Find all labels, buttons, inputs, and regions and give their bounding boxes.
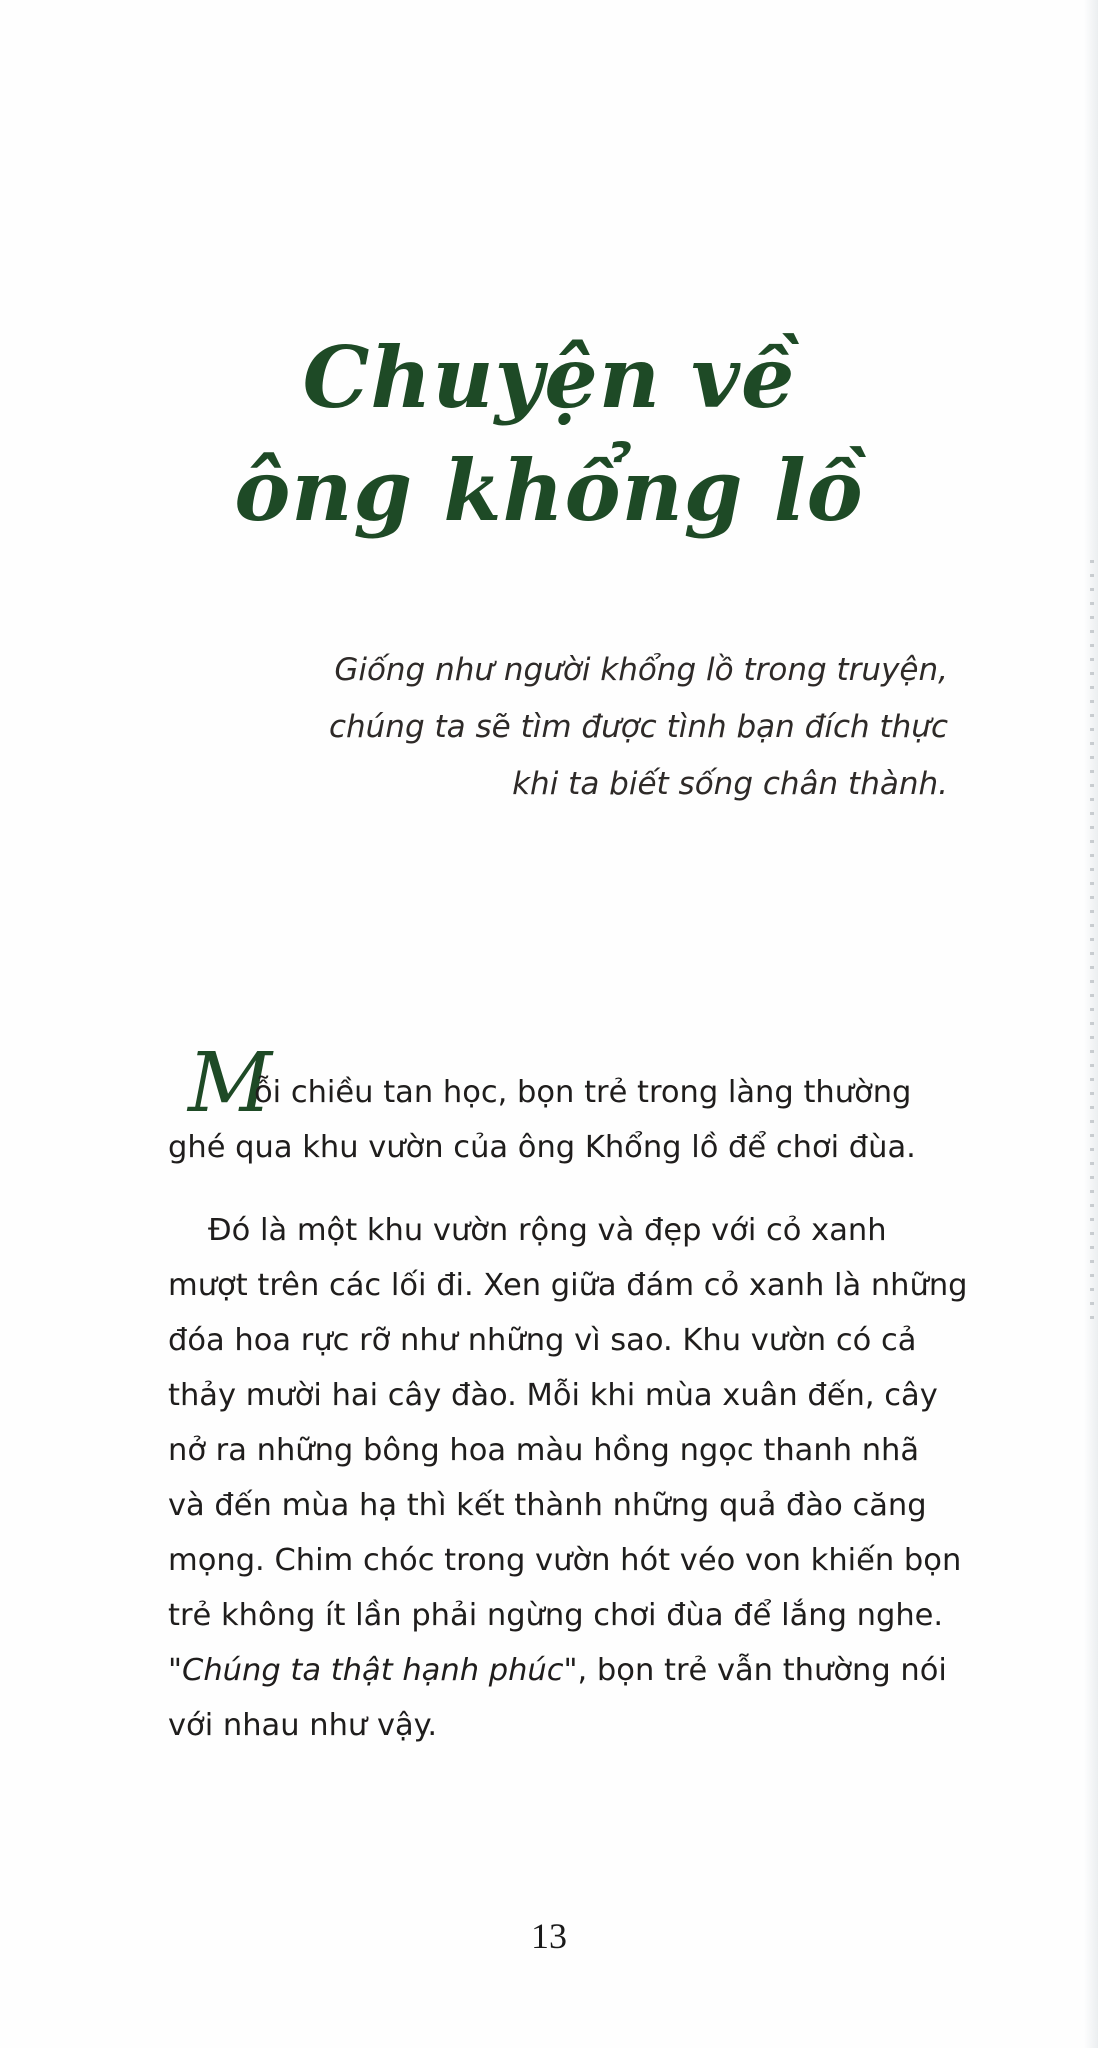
paragraph-2 <box>168 1203 968 1753</box>
paragraph-1-line-2: ghé qua khu vườn của ông Khổng lồ để chơi đùa. <box>168 1130 916 1165</box>
paragraph-2-line-9 <box>168 1643 950 1698</box>
paragraph-1 <box>168 1036 950 1175</box>
paragraph-2-line-6: và đến mùa hạ thì kết thành những quả đào căng <box>168 1488 927 1523</box>
paragraph-2-line-10: với nhau như vậy. <box>168 1708 438 1743</box>
epigraph-line-2: chúng ta sẽ tìm được tình bạn đích thực <box>328 709 948 745</box>
quoted-speech: "Chúng ta thật hạnh phúc" <box>168 1653 578 1688</box>
chapter-title-line-2: ông khổng lồ <box>234 441 864 540</box>
paragraph-2-line-9-rest: , bọn trẻ vẫn thường nói <box>577 1653 947 1688</box>
epigraph-line-3: khi ta biết sống chân thành. <box>512 766 948 802</box>
page-edge-marks <box>1090 560 1094 1320</box>
paragraph-2-line-5: nở ra những bông hoa màu hồng ngọc thanh nhã <box>168 1433 920 1468</box>
paragraph-2-line-8: trẻ không ít lần phải ngừng chơi đùa để lắng nghe. <box>168 1598 944 1633</box>
paragraph-2-line-1: Đó là một khu vườn rộng và đẹp với cỏ xanh <box>208 1213 887 1248</box>
page-number: 13 <box>531 1916 567 1956</box>
paragraph-2-line-7: mọng. Chim chóc trong vườn hót véo von khiến bọn <box>168 1543 962 1578</box>
paragraph-2-line-4: thảy mười hai cây đào. Mỗi khi mùa xuân đến, cây <box>168 1378 938 1413</box>
chapter-title-line-1: Chuyện về <box>302 328 796 427</box>
paragraph-2-line-2: mượt trên các lối đi. Xen giữa đám cỏ xanh là những <box>168 1268 968 1303</box>
epigraph-line-1: Giống như người khổng lồ trong truyện, <box>334 652 948 688</box>
paragraph-1-first-line <box>168 1036 950 1131</box>
paragraph-2-line-3: đóa hoa rực rỡ như những vì sao. Khu vườn có cả <box>168 1323 917 1358</box>
drop-cap: M <box>188 1036 272 1131</box>
paragraph-1-line-1: ỗi chiều tan học, bọn trẻ trong làng thường <box>254 1075 912 1110</box>
